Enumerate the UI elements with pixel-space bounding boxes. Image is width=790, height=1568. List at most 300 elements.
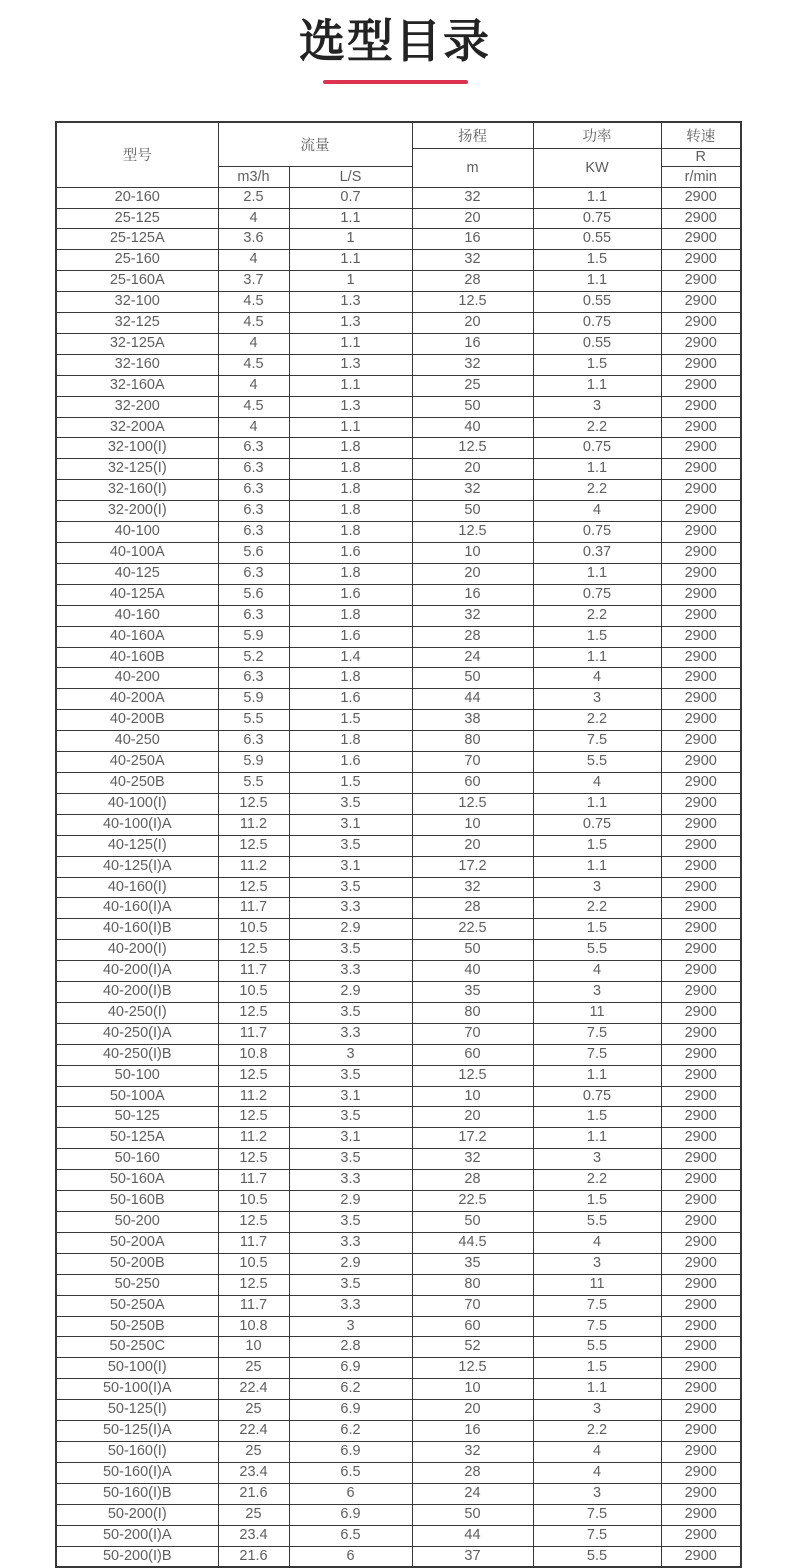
table-row bbox=[56, 1504, 741, 1525]
power-kw-cell: 3 bbox=[533, 1400, 661, 1421]
table-row bbox=[56, 1128, 741, 1149]
page-title: 选型目录 bbox=[299, 15, 491, 67]
model-cell: 50-125 bbox=[56, 1107, 218, 1128]
model-cell: 40-100(I)A bbox=[56, 814, 218, 835]
table-row bbox=[56, 731, 741, 752]
model-cell: 40-200(I) bbox=[56, 940, 218, 961]
flow-ls-cell: 6.5 bbox=[289, 1525, 412, 1546]
head-m-cell: 10 bbox=[412, 1379, 533, 1400]
head-m-cell: 50 bbox=[412, 1504, 533, 1525]
table-row bbox=[56, 543, 741, 564]
power-kw-cell: 5.5 bbox=[533, 1212, 661, 1233]
flow-ls-cell: 1.8 bbox=[289, 605, 412, 626]
table-row bbox=[56, 187, 741, 208]
speed-rpm-cell: 2900 bbox=[661, 647, 741, 668]
head-m-cell: 16 bbox=[412, 584, 533, 605]
table-row bbox=[56, 982, 741, 1003]
speed-rpm-cell: 2900 bbox=[661, 1504, 741, 1525]
head-m-cell: 24 bbox=[412, 1483, 533, 1504]
head-m-cell: 12.5 bbox=[412, 438, 533, 459]
power-kw-cell: 7.5 bbox=[533, 1044, 661, 1065]
power-kw-cell: 5.5 bbox=[533, 940, 661, 961]
table-row bbox=[56, 584, 741, 605]
head-m-cell: 44.5 bbox=[412, 1232, 533, 1253]
flow-m3h-cell: 5.6 bbox=[218, 543, 289, 564]
power-kw-cell: 2.2 bbox=[533, 710, 661, 731]
power-kw-cell: 2.2 bbox=[533, 417, 661, 438]
flow-m3h-cell: 4 bbox=[218, 208, 289, 229]
table-row bbox=[56, 605, 741, 626]
model-cell: 40-160A bbox=[56, 626, 218, 647]
model-cell: 40-200(I)A bbox=[56, 961, 218, 982]
model-cell: 32-100(I) bbox=[56, 438, 218, 459]
speed-rpm-cell: 2900 bbox=[661, 919, 741, 940]
table-row bbox=[56, 1086, 741, 1107]
flow-m3h-cell: 12.5 bbox=[218, 793, 289, 814]
speed-rpm-cell: 2900 bbox=[661, 1441, 741, 1462]
flow-m3h-cell: 5.9 bbox=[218, 689, 289, 710]
flow-ls-cell: 3.3 bbox=[289, 1170, 412, 1191]
flow-m3h-cell: 6.3 bbox=[218, 605, 289, 626]
head-m-cell: 50 bbox=[412, 1212, 533, 1233]
flow-ls-cell: 1.8 bbox=[289, 563, 412, 584]
speed-rpm-cell: 2900 bbox=[661, 459, 741, 480]
flow-ls-cell: 0.7 bbox=[289, 187, 412, 208]
model-cell: 50-100 bbox=[56, 1065, 218, 1086]
table-row bbox=[56, 752, 741, 773]
model-cell: 50-100(I)A bbox=[56, 1379, 218, 1400]
flow-m3h-cell: 25 bbox=[218, 1504, 289, 1525]
speed-rpm-cell: 2900 bbox=[661, 1002, 741, 1023]
head-m-cell: 12.5 bbox=[412, 793, 533, 814]
power-kw-cell: 1.5 bbox=[533, 626, 661, 647]
speed-rpm-cell: 2900 bbox=[661, 543, 741, 564]
speed-rpm-cell: 2900 bbox=[661, 354, 741, 375]
power-kw-cell: 0.75 bbox=[533, 814, 661, 835]
head-m-cell: 12.5 bbox=[412, 292, 533, 313]
power-kw-cell: 7.5 bbox=[533, 1295, 661, 1316]
model-cell: 40-160(I) bbox=[56, 877, 218, 898]
table-row bbox=[56, 710, 741, 731]
header-power: 功率 bbox=[533, 122, 661, 149]
flow-m3h-cell: 4.5 bbox=[218, 354, 289, 375]
flow-m3h-cell: 6.3 bbox=[218, 563, 289, 584]
flow-ls-cell: 1 bbox=[289, 229, 412, 250]
flow-m3h-cell: 25 bbox=[218, 1400, 289, 1421]
head-m-cell: 50 bbox=[412, 396, 533, 417]
flow-m3h-cell: 5.5 bbox=[218, 710, 289, 731]
flow-m3h-cell: 12.5 bbox=[218, 877, 289, 898]
speed-rpm-cell: 2900 bbox=[661, 731, 741, 752]
power-kw-cell: 1.1 bbox=[533, 459, 661, 480]
head-m-cell: 60 bbox=[412, 772, 533, 793]
flow-m3h-cell: 5.5 bbox=[218, 772, 289, 793]
speed-rpm-cell: 2900 bbox=[661, 752, 741, 773]
power-kw-cell: 5.5 bbox=[533, 1337, 661, 1358]
table-row bbox=[56, 417, 741, 438]
power-kw-cell: 1.1 bbox=[533, 1065, 661, 1086]
flow-m3h-cell: 25 bbox=[218, 1441, 289, 1462]
table-row bbox=[56, 1065, 741, 1086]
model-cell: 25-125A bbox=[56, 229, 218, 250]
model-cell: 50-200 bbox=[56, 1212, 218, 1233]
flow-m3h-cell: 4.5 bbox=[218, 396, 289, 417]
table-row bbox=[56, 229, 741, 250]
header-head: 扬程 bbox=[412, 122, 533, 149]
flow-ls-cell: 3.3 bbox=[289, 961, 412, 982]
speed-rpm-cell: 2900 bbox=[661, 940, 741, 961]
model-cell: 50-250B bbox=[56, 1316, 218, 1337]
speed-rpm-cell: 2900 bbox=[661, 1337, 741, 1358]
table-row bbox=[56, 877, 741, 898]
power-kw-cell: 1.5 bbox=[533, 250, 661, 271]
power-kw-cell: 0.75 bbox=[533, 208, 661, 229]
flow-m3h-cell: 12.5 bbox=[218, 1107, 289, 1128]
table-row bbox=[56, 313, 741, 334]
head-m-cell: 32 bbox=[412, 605, 533, 626]
flow-ls-cell: 1.6 bbox=[289, 584, 412, 605]
power-kw-cell: 7.5 bbox=[533, 1023, 661, 1044]
flow-ls-cell: 3.3 bbox=[289, 1295, 412, 1316]
model-cell: 40-160(I)B bbox=[56, 919, 218, 940]
speed-rpm-cell: 2900 bbox=[661, 1023, 741, 1044]
speed-rpm-cell: 2900 bbox=[661, 793, 741, 814]
speed-rpm-cell: 2900 bbox=[661, 1212, 741, 1233]
power-kw-cell: 1.1 bbox=[533, 793, 661, 814]
speed-rpm-cell: 2900 bbox=[661, 1358, 741, 1379]
flow-m3h-cell: 5.6 bbox=[218, 584, 289, 605]
model-cell: 50-100(I) bbox=[56, 1358, 218, 1379]
head-m-cell: 40 bbox=[412, 961, 533, 982]
head-m-cell: 20 bbox=[412, 1400, 533, 1421]
table-row bbox=[56, 1253, 741, 1274]
model-cell: 50-200(I)A bbox=[56, 1525, 218, 1546]
table-row bbox=[56, 814, 741, 835]
flow-ls-cell: 6.9 bbox=[289, 1504, 412, 1525]
power-kw-cell: 0.75 bbox=[533, 522, 661, 543]
header-flow-unit-m3h: m3/h bbox=[218, 166, 289, 187]
power-kw-cell: 4 bbox=[533, 772, 661, 793]
power-kw-cell: 0.75 bbox=[533, 584, 661, 605]
flow-ls-cell: 1.6 bbox=[289, 689, 412, 710]
head-m-cell: 20 bbox=[412, 313, 533, 334]
speed-rpm-cell: 2900 bbox=[661, 1191, 741, 1212]
power-kw-cell: 7.5 bbox=[533, 1316, 661, 1337]
table-row bbox=[56, 1525, 741, 1546]
head-m-cell: 60 bbox=[412, 1044, 533, 1065]
model-cell: 50-250 bbox=[56, 1274, 218, 1295]
flow-ls-cell: 6.9 bbox=[289, 1441, 412, 1462]
speed-rpm-cell: 2900 bbox=[661, 1149, 741, 1170]
flow-m3h-cell: 4.5 bbox=[218, 292, 289, 313]
power-kw-cell: 1.5 bbox=[533, 1191, 661, 1212]
table-row bbox=[56, 459, 741, 480]
flow-m3h-cell: 3.7 bbox=[218, 271, 289, 292]
flow-m3h-cell: 11.2 bbox=[218, 856, 289, 877]
table-row bbox=[56, 1191, 741, 1212]
model-cell: 40-250B bbox=[56, 772, 218, 793]
model-cell: 25-160A bbox=[56, 271, 218, 292]
flow-m3h-cell: 11.7 bbox=[218, 1295, 289, 1316]
flow-ls-cell: 2.9 bbox=[289, 1191, 412, 1212]
power-kw-cell: 1.5 bbox=[533, 354, 661, 375]
speed-rpm-cell: 2900 bbox=[661, 626, 741, 647]
speed-rpm-cell: 2900 bbox=[661, 1065, 741, 1086]
power-kw-cell: 1.1 bbox=[533, 187, 661, 208]
speed-rpm-cell: 2900 bbox=[661, 438, 741, 459]
table-row bbox=[56, 1107, 741, 1128]
model-cell: 40-250A bbox=[56, 752, 218, 773]
flow-m3h-cell: 12.5 bbox=[218, 835, 289, 856]
model-cell: 40-125 bbox=[56, 563, 218, 584]
model-cell: 32-100 bbox=[56, 292, 218, 313]
table-row bbox=[56, 1421, 741, 1442]
head-m-cell: 16 bbox=[412, 1421, 533, 1442]
flow-ls-cell: 1.1 bbox=[289, 333, 412, 354]
flow-ls-cell: 3.5 bbox=[289, 1107, 412, 1128]
head-m-cell: 22.5 bbox=[412, 1191, 533, 1212]
model-cell: 40-160 bbox=[56, 605, 218, 626]
flow-m3h-cell: 6.3 bbox=[218, 731, 289, 752]
power-kw-cell: 5.5 bbox=[533, 752, 661, 773]
selection-table bbox=[55, 121, 742, 1568]
head-m-cell: 35 bbox=[412, 982, 533, 1003]
speed-rpm-cell: 2900 bbox=[661, 313, 741, 334]
speed-rpm-cell: 2900 bbox=[661, 982, 741, 1003]
flow-m3h-cell: 11.7 bbox=[218, 1232, 289, 1253]
header-flow: 流量 bbox=[218, 122, 412, 167]
head-m-cell: 17.2 bbox=[412, 856, 533, 877]
title-underline bbox=[323, 80, 468, 84]
flow-ls-cell: 6 bbox=[289, 1483, 412, 1504]
power-kw-cell: 2.2 bbox=[533, 605, 661, 626]
head-m-cell: 28 bbox=[412, 1170, 533, 1191]
head-m-cell: 60 bbox=[412, 1316, 533, 1337]
speed-rpm-cell: 2900 bbox=[661, 605, 741, 626]
power-kw-cell: 4 bbox=[533, 501, 661, 522]
model-cell: 40-125A bbox=[56, 584, 218, 605]
model-cell: 50-160 bbox=[56, 1149, 218, 1170]
flow-m3h-cell: 12.5 bbox=[218, 1002, 289, 1023]
header-power-unit: KW bbox=[533, 148, 661, 187]
table-row bbox=[56, 271, 741, 292]
table-row bbox=[56, 626, 741, 647]
flow-m3h-cell: 3.6 bbox=[218, 229, 289, 250]
head-m-cell: 32 bbox=[412, 187, 533, 208]
power-kw-cell: 1.1 bbox=[533, 375, 661, 396]
flow-m3h-cell: 4 bbox=[218, 417, 289, 438]
flow-ls-cell: 1.8 bbox=[289, 668, 412, 689]
power-kw-cell: 0.55 bbox=[533, 333, 661, 354]
power-kw-cell: 1.1 bbox=[533, 1128, 661, 1149]
model-cell: 50-200B bbox=[56, 1253, 218, 1274]
flow-m3h-cell: 6.3 bbox=[218, 501, 289, 522]
speed-rpm-cell: 2900 bbox=[661, 1253, 741, 1274]
power-kw-cell: 2.2 bbox=[533, 1170, 661, 1191]
header-row-1 bbox=[56, 122, 741, 149]
flow-m3h-cell: 5.9 bbox=[218, 752, 289, 773]
head-m-cell: 52 bbox=[412, 1337, 533, 1358]
header-flow-unit-ls: L/S bbox=[289, 166, 412, 187]
flow-ls-cell: 6.2 bbox=[289, 1379, 412, 1400]
head-m-cell: 50 bbox=[412, 940, 533, 961]
head-m-cell: 17.2 bbox=[412, 1128, 533, 1149]
table-row bbox=[56, 940, 741, 961]
model-cell: 50-250A bbox=[56, 1295, 218, 1316]
flow-m3h-cell: 4 bbox=[218, 333, 289, 354]
flow-ls-cell: 3.5 bbox=[289, 877, 412, 898]
head-m-cell: 80 bbox=[412, 1002, 533, 1023]
power-kw-cell: 1.1 bbox=[533, 1379, 661, 1400]
model-cell: 50-125A bbox=[56, 1128, 218, 1149]
speed-rpm-cell: 2900 bbox=[661, 1274, 741, 1295]
head-m-cell: 12.5 bbox=[412, 1065, 533, 1086]
model-cell: 40-125(I)A bbox=[56, 856, 218, 877]
model-cell: 32-200 bbox=[56, 396, 218, 417]
table-row bbox=[56, 1316, 741, 1337]
flow-ls-cell: 1.8 bbox=[289, 522, 412, 543]
table-row bbox=[56, 772, 741, 793]
power-kw-cell: 3 bbox=[533, 689, 661, 710]
flow-ls-cell: 1.6 bbox=[289, 626, 412, 647]
flow-ls-cell: 3.5 bbox=[289, 835, 412, 856]
table-row bbox=[56, 1546, 741, 1567]
flow-m3h-cell: 10.8 bbox=[218, 1044, 289, 1065]
flow-m3h-cell: 6.3 bbox=[218, 459, 289, 480]
power-kw-cell: 3 bbox=[533, 396, 661, 417]
table-row bbox=[56, 375, 741, 396]
head-m-cell: 12.5 bbox=[412, 1358, 533, 1379]
speed-rpm-cell: 2900 bbox=[661, 584, 741, 605]
flow-m3h-cell: 4.5 bbox=[218, 313, 289, 334]
power-kw-cell: 0.75 bbox=[533, 438, 661, 459]
flow-m3h-cell: 12.5 bbox=[218, 1212, 289, 1233]
flow-m3h-cell: 11.7 bbox=[218, 898, 289, 919]
table-row bbox=[56, 835, 741, 856]
speed-rpm-cell: 2900 bbox=[661, 333, 741, 354]
speed-rpm-cell: 2900 bbox=[661, 961, 741, 982]
model-cell: 32-160A bbox=[56, 375, 218, 396]
flow-m3h-cell: 21.6 bbox=[218, 1483, 289, 1504]
head-m-cell: 40 bbox=[412, 417, 533, 438]
power-kw-cell: 0.75 bbox=[533, 1086, 661, 1107]
table-body bbox=[56, 187, 741, 1567]
header-speed: 转速 bbox=[661, 122, 741, 149]
table-row bbox=[56, 689, 741, 710]
speed-rpm-cell: 2900 bbox=[661, 375, 741, 396]
flow-m3h-cell: 22.4 bbox=[218, 1421, 289, 1442]
head-m-cell: 10 bbox=[412, 814, 533, 835]
power-kw-cell: 2.2 bbox=[533, 1421, 661, 1442]
speed-rpm-cell: 2900 bbox=[661, 501, 741, 522]
speed-rpm-cell: 2900 bbox=[661, 856, 741, 877]
head-m-cell: 35 bbox=[412, 1253, 533, 1274]
flow-ls-cell: 3.5 bbox=[289, 940, 412, 961]
table-row bbox=[56, 668, 741, 689]
power-kw-cell: 11 bbox=[533, 1274, 661, 1295]
power-kw-cell: 5.5 bbox=[533, 1546, 661, 1567]
model-cell: 40-250(I)B bbox=[56, 1044, 218, 1065]
flow-ls-cell: 1 bbox=[289, 271, 412, 292]
flow-m3h-cell: 10.5 bbox=[218, 1191, 289, 1212]
power-kw-cell: 1.5 bbox=[533, 1107, 661, 1128]
flow-m3h-cell: 12.5 bbox=[218, 940, 289, 961]
flow-m3h-cell: 11.7 bbox=[218, 961, 289, 982]
table-row bbox=[56, 1337, 741, 1358]
flow-ls-cell: 3.5 bbox=[289, 1065, 412, 1086]
speed-rpm-cell: 2900 bbox=[661, 689, 741, 710]
model-cell: 32-200(I) bbox=[56, 501, 218, 522]
model-cell: 25-160 bbox=[56, 250, 218, 271]
flow-m3h-cell: 10.5 bbox=[218, 919, 289, 940]
header-head-unit: m bbox=[412, 148, 533, 187]
model-cell: 40-250 bbox=[56, 731, 218, 752]
flow-m3h-cell: 10.5 bbox=[218, 1253, 289, 1274]
flow-ls-cell: 2.8 bbox=[289, 1337, 412, 1358]
flow-m3h-cell: 12.5 bbox=[218, 1149, 289, 1170]
speed-rpm-cell: 2900 bbox=[661, 898, 741, 919]
flow-m3h-cell: 23.4 bbox=[218, 1462, 289, 1483]
flow-ls-cell: 6.9 bbox=[289, 1400, 412, 1421]
power-kw-cell: 0.55 bbox=[533, 292, 661, 313]
flow-ls-cell: 1.4 bbox=[289, 647, 412, 668]
model-cell: 40-200A bbox=[56, 689, 218, 710]
speed-rpm-cell: 2900 bbox=[661, 480, 741, 501]
table-row bbox=[56, 898, 741, 919]
head-m-cell: 32 bbox=[412, 250, 533, 271]
head-m-cell: 70 bbox=[412, 752, 533, 773]
flow-ls-cell: 3.5 bbox=[289, 793, 412, 814]
flow-ls-cell: 1.3 bbox=[289, 396, 412, 417]
flow-ls-cell: 1.8 bbox=[289, 438, 412, 459]
flow-ls-cell: 3.5 bbox=[289, 1274, 412, 1295]
flow-ls-cell: 1.1 bbox=[289, 375, 412, 396]
power-kw-cell: 7.5 bbox=[533, 1525, 661, 1546]
flow-ls-cell: 3.3 bbox=[289, 1232, 412, 1253]
head-m-cell: 22.5 bbox=[412, 919, 533, 940]
speed-rpm-cell: 2900 bbox=[661, 1379, 741, 1400]
speed-rpm-cell: 2900 bbox=[661, 1044, 741, 1065]
flow-m3h-cell: 21.6 bbox=[218, 1546, 289, 1567]
table-row bbox=[56, 563, 741, 584]
flow-m3h-cell: 12.5 bbox=[218, 1274, 289, 1295]
flow-ls-cell: 3.1 bbox=[289, 856, 412, 877]
speed-rpm-cell: 2900 bbox=[661, 1546, 741, 1567]
head-m-cell: 20 bbox=[412, 459, 533, 480]
head-m-cell: 70 bbox=[412, 1295, 533, 1316]
flow-ls-cell: 3.1 bbox=[289, 1086, 412, 1107]
speed-rpm-cell: 2900 bbox=[661, 1462, 741, 1483]
power-kw-cell: 1.5 bbox=[533, 1358, 661, 1379]
speed-rpm-cell: 2900 bbox=[661, 1400, 741, 1421]
model-cell: 50-160(I)A bbox=[56, 1462, 218, 1483]
speed-rpm-cell: 2900 bbox=[661, 187, 741, 208]
table-row bbox=[56, 1295, 741, 1316]
head-m-cell: 28 bbox=[412, 626, 533, 647]
table-row bbox=[56, 250, 741, 271]
head-m-cell: 37 bbox=[412, 1546, 533, 1567]
model-cell: 25-125 bbox=[56, 208, 218, 229]
power-kw-cell: 3 bbox=[533, 1149, 661, 1170]
flow-m3h-cell: 11.7 bbox=[218, 1170, 289, 1191]
flow-m3h-cell: 6.3 bbox=[218, 480, 289, 501]
flow-ls-cell: 1.6 bbox=[289, 543, 412, 564]
model-cell: 32-125(I) bbox=[56, 459, 218, 480]
model-cell: 50-160(I)B bbox=[56, 1483, 218, 1504]
head-m-cell: 44 bbox=[412, 1525, 533, 1546]
speed-rpm-cell: 2900 bbox=[661, 563, 741, 584]
table-row bbox=[56, 919, 741, 940]
